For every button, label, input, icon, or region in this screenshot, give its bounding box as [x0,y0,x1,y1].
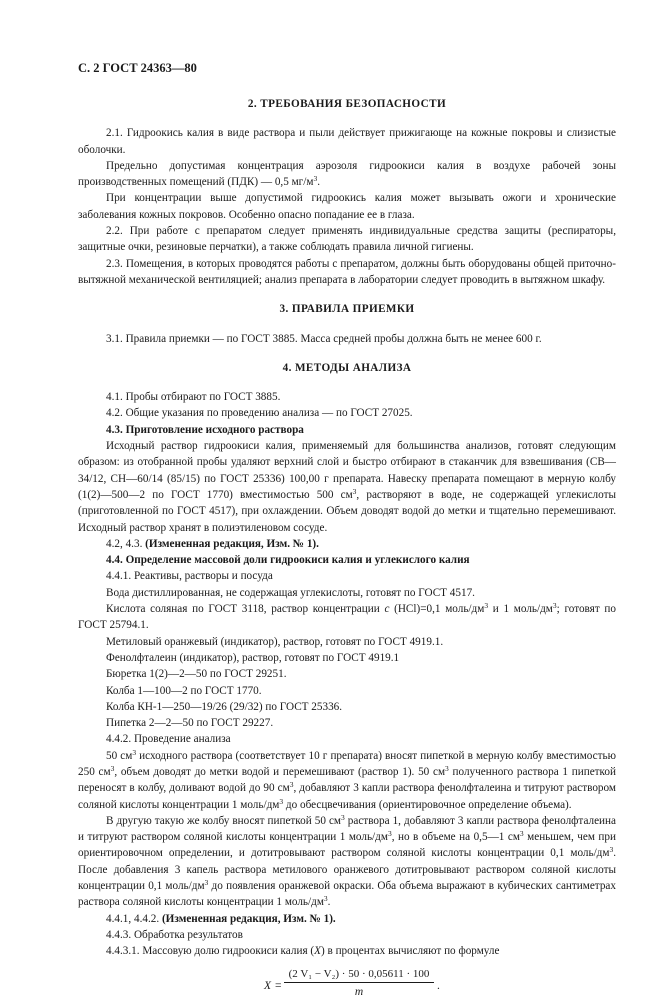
equipment-burette: Бюретка 1(2)—2—50 по ГОСТ 29251. [106,668,287,681]
formula-end: . [437,979,440,992]
section-2-title: 2. ТРЕБОВАНИЯ БЕЗОПАСНОСТИ [247,98,447,110]
equipment-pipette: Пипетка 2—2—50 по ГОСТ 29227. [106,717,274,730]
section-4-title: 4. МЕТОДЫ АНАЛИЗА [282,361,412,374]
paragraph-4-4-3-1: 4.4.3.1. Массовую долю гидроокиси калия (X) в процентах вычисляют по формуле [106,945,500,958]
paragraph-4-1: 4.1. Пробы отбирают по ГОСТ 3885. [106,391,281,404]
formula-fraction-bar [284,982,434,983]
analysis-step-2: В другую такую же колбу вносят пипеткой 50 $см^3$ раствора 1, добавляют 3 капли раствора фенолфталеина и титруют раствором соляной кислоты концентрации 1 моль/$дм^3$, но в объеме на 0,5—1 $см^3$ меньшем, чем при ориентировочном определении, и дотитровывают раствором соляной кислоты концентрации 0,1 моль/$дм^3$. После добавления 3 капель раствора метилового оранжевого дотитровывают раствором соляной кислоты концентрации 0,1 моль/$дм^3$ до появления оранжевой окраски. Оба объема выражают в кубических сантиметрах раствора соляной кислоты концентрации 1 моль/$дм^3$. [78,812,616,909]
page-header: С. 2 ГОСТ 24363—80 [78,61,197,75]
paragraph-4-4-1: 4.4.1. Реактивы, растворы и посуда [106,570,273,583]
section-3-title: 3. ПРАВИЛА ПРИЕМКИ [279,303,415,316]
reagent-hcl: Кислота соляная по ГОСТ 3118, раствор концентрации c (HCl)=0,1 моль/$дм^3$ и 1 моль/$дм^3$; готовят по ГОСТ 25794.1. [78,601,617,632]
amendment-note-2: 4.4.1, 4.4.2. (Измененная редакция, Изм. № 1). [106,912,336,925]
equipment-flask-1: Колба 1—100—2 по ГОСТ 1770. [106,684,262,697]
heading-4-4: 4.4. Определение массовой доли гидроокиси калия и углекислого калия [106,554,470,567]
reagent-methyl-orange: Метиловый оранжевый (индикатор), раствор, готовят по ГОСТ 4919.1. [106,635,444,648]
paragraph-3-1: 3.1. Правила приемки — по ГОСТ 3885. Масса средней пробы должна быть не менее 600 г. [106,332,542,345]
formula-denominator: m [354,985,364,998]
paragraph-2-1: 2.1. Гидроокись калия в виде раствора и пыли действует прижигающе на кожные покровы и слизистые оболочки. [78,127,616,156]
paragraph-4-2: 4.2. Общие указания по проведению анализа — по ГОСТ 27025. [106,407,413,420]
formula-equals: = [275,979,282,992]
paragraph-4-4-2: 4.4.2. Проведение анализа [106,733,231,746]
paragraph-4-4-3: 4.4.3. Обработка результатов [106,928,243,941]
paragraph-4-3: Исходный раствор гидроокиси калия, применяемый для большинства анализов, готовят следующим образом: из отобранной пробы удаляют верхний слой и быстро отбирают в стаканчик для взвешивания (СВ—34/12, СН—60/14 (85/15) по ГОСТ 25336) 100,00 г препарата. Навеску препарата помещают в мерную колбу (1(2)—500—2 по ГОСТ 1770) вместимостью 500 $см^3$, растворяют в воде, не содержащей углекислоты (приготовленной по ГОСТ 4517), при охлаждении. Объем доводят водой до метки и тщательно перемешивают. Исходный раствор хранят в полиэтиленовом сосуде. [78,440,616,534]
page-content [78,94,616,1000]
formula-koh [78,966,616,1000]
formula-lhs: X [264,979,272,992]
paragraph-2-3: 2.3. Помещения, в которых проводятся работы с препаратом, должны быть оборудованы общей приточно-вытяжной механической вентиляцией; анализ препарата в лаборатории следует проводить в вытяжном шкафу. [78,257,616,286]
paragraph-2-2: 2.2. При работе с препаратом следует применять индивидуальные средства защиты (респираторы, защитные очки, резиновые перчатки), а также соблюдать правила личной гигиены. [78,225,616,254]
equipment-flask-kn: Колба КН-1—250—19/26 (29/32) по ГОСТ 25336. [106,700,343,713]
heading-4-3: 4.3. Приготовление исходного раствора [106,423,304,436]
paragraph-burns: При концентрации выше допустимой гидроокись калия может вызывать ожоги и хронические заболевания кожных покровов. Особенно опасно попадание ее в глаза. [78,192,616,221]
paragraph-pdk: Предельно допустимая концентрация аэрозоля гидроокиси калия в воздухе рабочей зоны производственных помещений (ПДК) — 0,5 $мг/м^3$. [78,159,616,189]
analysis-step-1: 50 $см^3$ исходного раствора (соответствует 10 г препарата) вносят пипеткой в мерную колбу вместимостью 250 $см^3$, объем доводят до метки водой и перемешивают (раствор 1). 50 $см^3$ полученного раствора 1 пипеткой переносят в колбу, доливают водой до 90 $см^3$, добавляют 3 капли раствора фенолфталеина и титруют раствором соляной кислоты концентрации 1 моль/$дм^3$ до обесцвечивания (ориентировочное определение объема). [78,747,617,811]
amendment-note-1: 4.2, 4.3. (Измененная редакция, Изм. № 1). [106,537,319,550]
reagent-water: Вода дистиллированная, не содержащая углекислоты, готовят по ГОСТ 4517. [106,586,475,599]
reagent-phenolphthalein: Фенолфталеин (индикатор), раствор, готовят по ГОСТ 4919.1 [106,651,400,664]
formula-numerator: (2 V₁ − V₂) · 50 · 0,05611 · 100 [288,967,430,980]
